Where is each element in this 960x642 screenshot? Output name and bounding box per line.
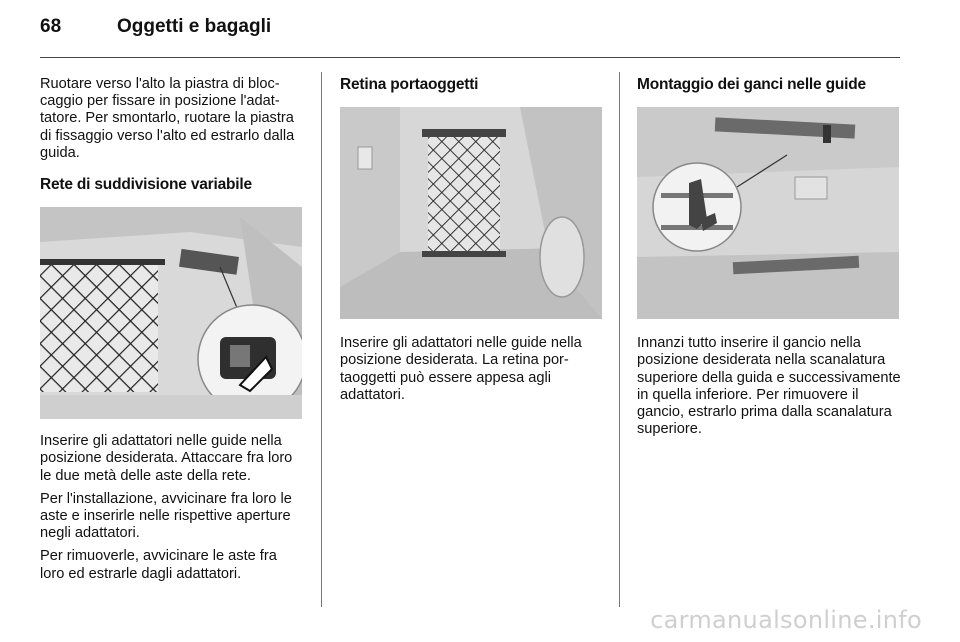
- column-3: [637, 76, 903, 444]
- section-heading-net: Rete di suddivisione variabile: [40, 176, 252, 194]
- watermark: carmanualsonline.info: [650, 606, 922, 634]
- illustration-hooks-in-rails: [637, 107, 899, 319]
- paragraph-storage-net: Inserire gli adattatori nelle guide nella posizione desiderata. La retina portaoggetti può essere appesa agli adattatori.: [340, 335, 582, 403]
- section-heading-hooks: Montaggio dei ganci nelle guide: [637, 76, 866, 93]
- column-divider: [321, 72, 322, 607]
- column-2: [340, 76, 604, 410]
- paragraph-hooks: Innanzi tutto inserire il gancio nella posizione desiderata nella scanalatura superiore della guida e successivamente in quella inferiore. Per rimuovere il gancio, estrarlo prima dalla scanalatura superiore.: [637, 335, 901, 438]
- page-title: Oggetti e bagagli: [117, 16, 272, 37]
- paragraph-insert-adapters: Inserire gli adattatori nelle guide nella posizione desiderata. Attaccare fra loro le due metà delle aste della rete.: [40, 433, 293, 484]
- hooks-drawing: [637, 107, 899, 319]
- section-heading-storage-net: Retina portaoggetti: [340, 76, 479, 93]
- illustration-storage-net: [340, 107, 602, 319]
- storage-net-drawing: [340, 107, 602, 319]
- page-number: 68: [40, 16, 62, 37]
- header-divider: [40, 57, 900, 58]
- column-divider: [619, 72, 620, 607]
- illustration-divider-net: [40, 207, 302, 419]
- divider-net-drawing: [40, 207, 302, 419]
- intro-paragraph: Ruotare verso l'alto la piastra di bloccaggio per fissare in posizione l'adattatore. Per smontarlo, ruotare la piastra di fissaggio verso l'alto ed estrarlo dalla guida.: [40, 76, 295, 161]
- paragraph-installation: Per l'installazione, avvicinare fra loro le aste e inserirle nelle rispettive aperture negli adattatori.: [40, 490, 292, 542]
- paragraph-removal: Per rimuoverle, avvicinare le aste fra loro ed estrarle dagli adattatori.: [40, 548, 277, 582]
- column-1: [40, 76, 304, 589]
